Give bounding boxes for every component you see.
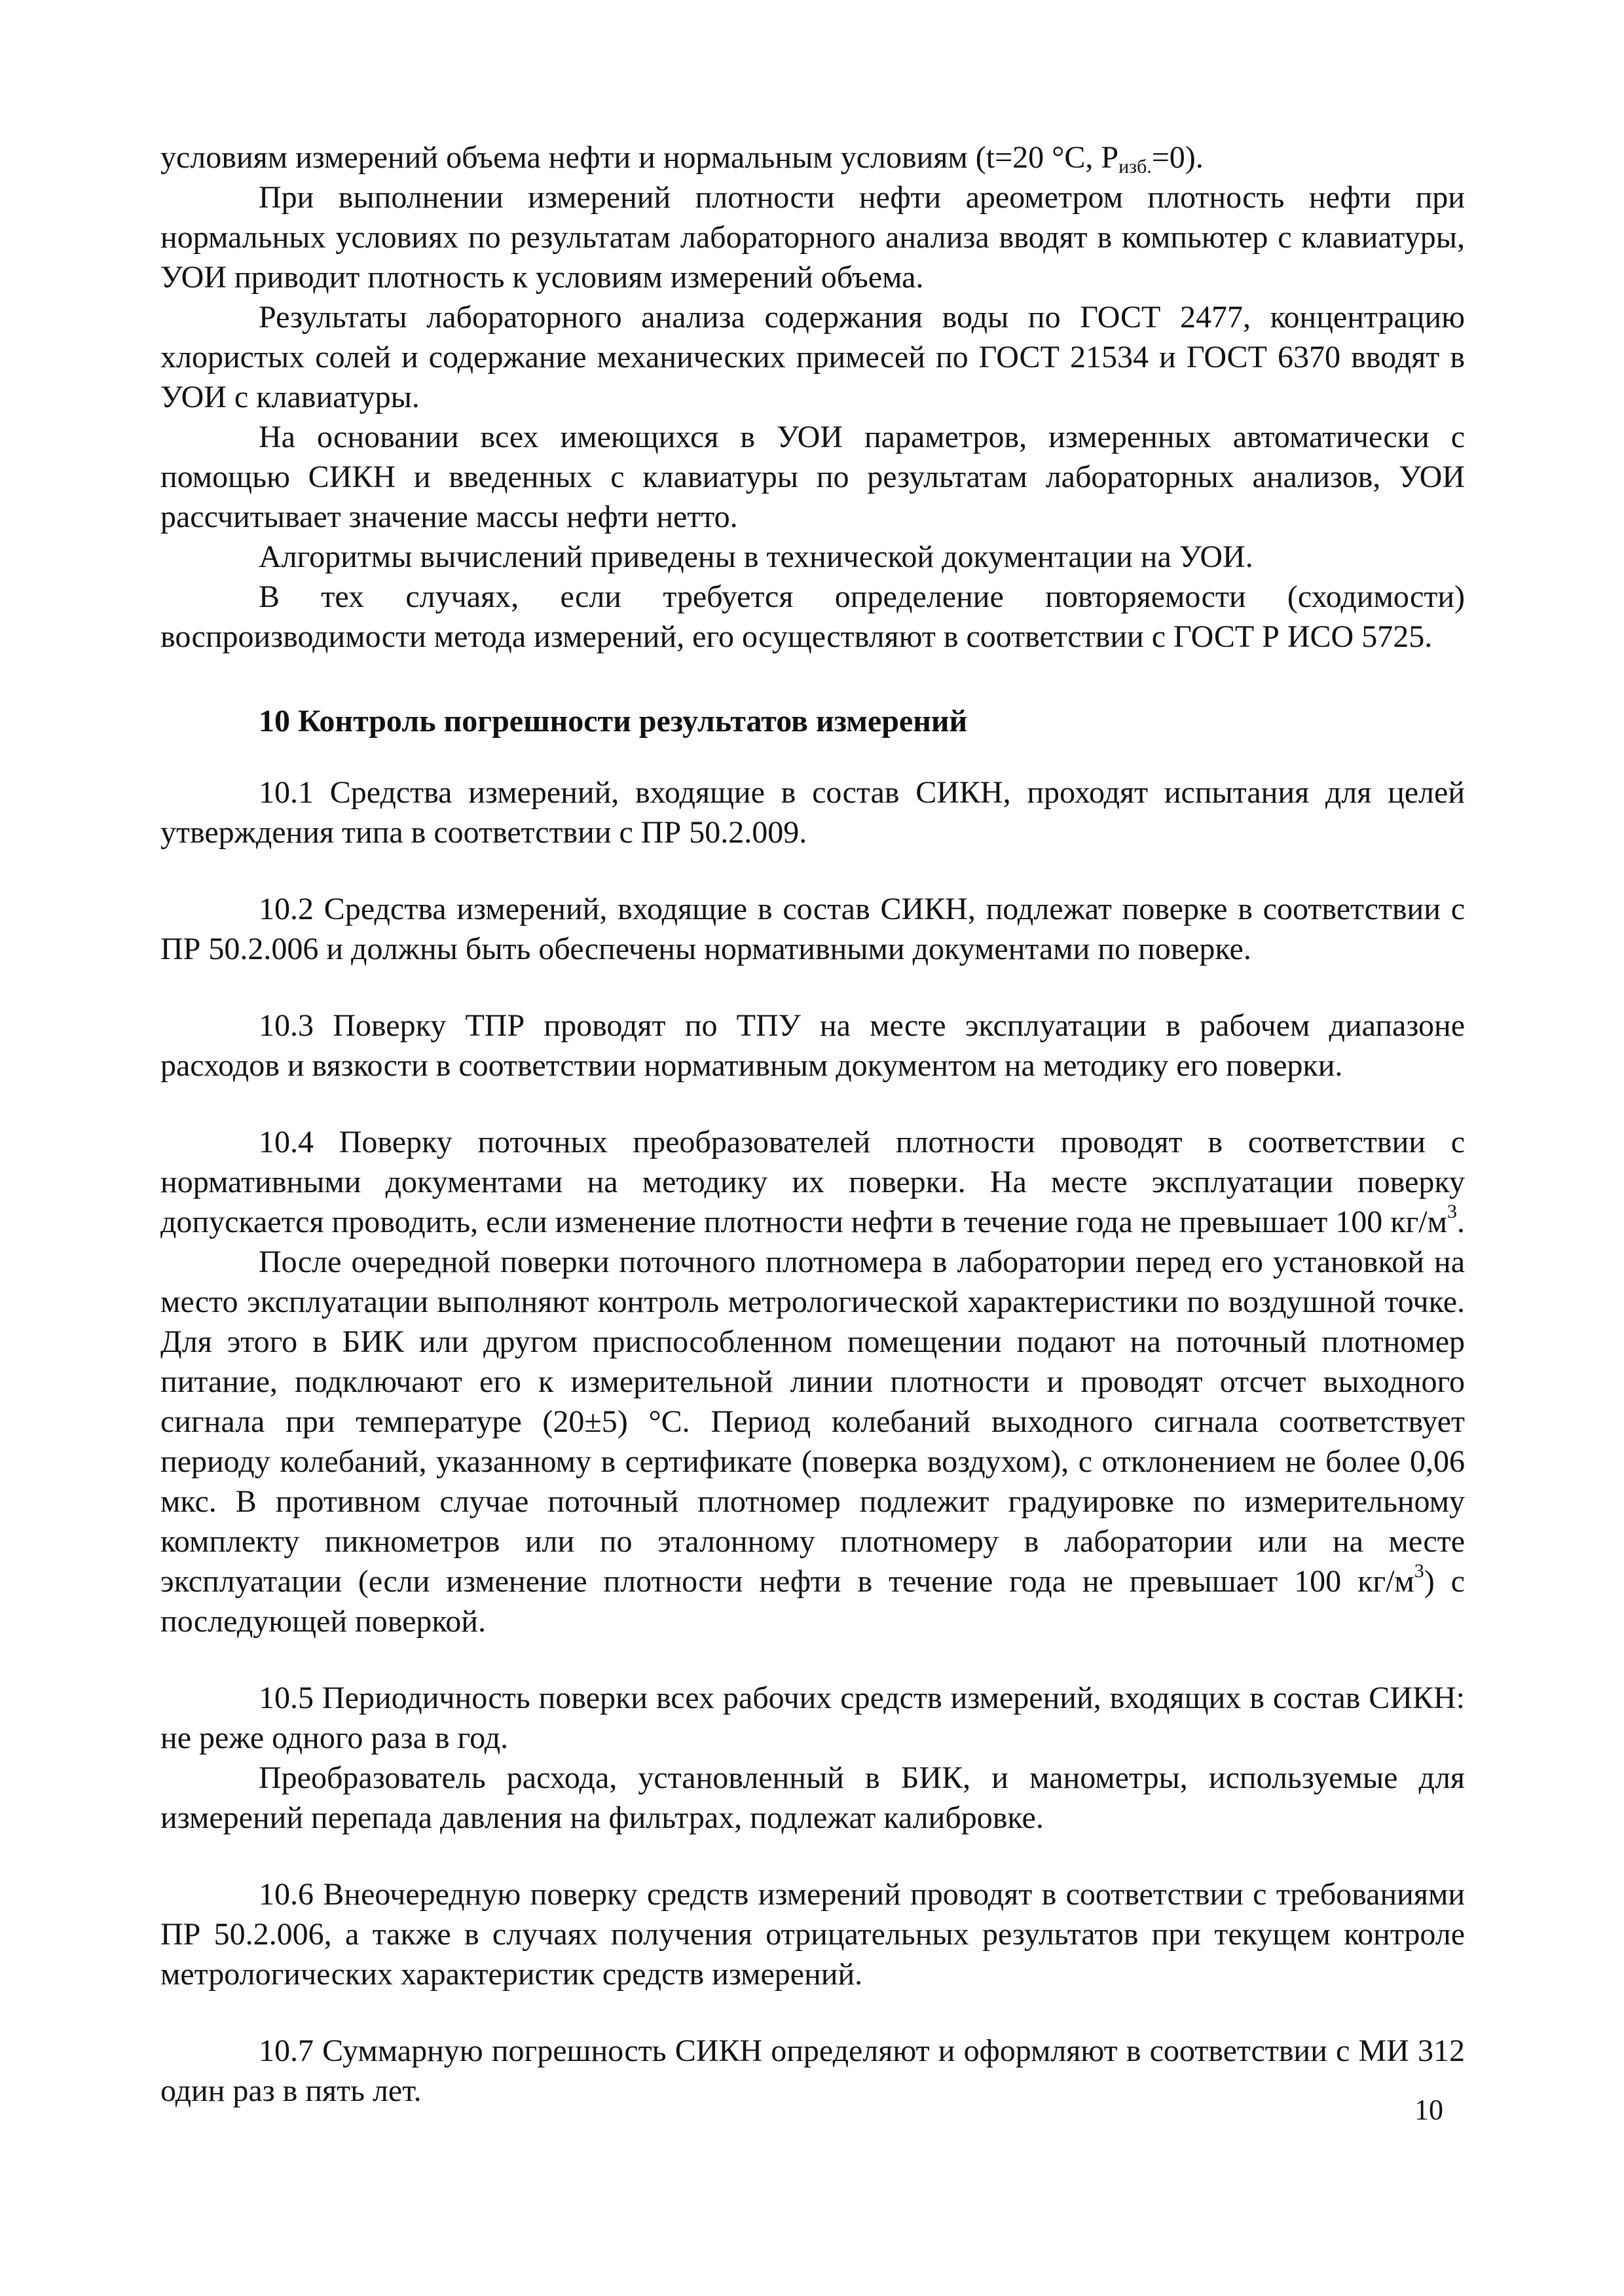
item-10-4-continuation-end: ) с последующей поверкой.	[160, 1564, 1465, 1639]
paragraph-repeatability: В тех случаях, если требуется определение повторяемости (сходимости) воспроизводимости метода измерений, его осуществляют в соответствии с ГОСТ Р ИСО 5725.	[160, 579, 1465, 654]
paragraph-lab-results: Результаты лабораторного анализа содержания воды по ГОСТ 2477, концентрацию хлористых солей и содержание механических примесей по ГОСТ 21534 и ГОСТ 6370 вводят в УОИ с клавиатуры.	[160, 300, 1465, 414]
subscript: изб.	[1118, 156, 1152, 177]
item-10-4-continuation	[160, 1242, 1465, 1641]
superscript: 3	[1447, 1201, 1457, 1222]
paragraph-continuation	[160, 137, 1465, 177]
section-heading: 10 Контроль погрешности результатов измерений	[259, 704, 968, 738]
body-text	[160, 137, 1465, 2111]
item-10-4	[160, 1122, 1465, 1242]
item-10-5-continuation: Преобразователь расхода, установленный в БИК, и манометры, используемые для измерений перепада давления на фильтрах, подлежат калибровке.	[160, 1760, 1465, 1835]
item-10-3: 10.3 Поверку ТПР проводят по ТПУ на месте эксплуатации в рабочем диапазоне расходов и вязкости в соответствии нормативным документом на методику его поверки.	[160, 1008, 1465, 1083]
item-10-4-continuation-text: После очередной поверки поточного плотномера в лаборатории перед его установкой на место эксплуатации выполняют контроль метрологической характеристики по воздушной точке. Для этого в БИК или другом приспособленном помещении подают на поточный плотномер питание, подключают его к измерительной линии плотности и проводят отсчет выходного сигнала при температуре (20±5) °C. Период колебаний выходного сигнала соответствует периоду колебаний, указанному в сертификате (поверка воздухом), с отклонением не более 0,06 мкс. В противном случае поточный плотномер подлежит градуировке по измерительному комплекту пикнометров или по эталонному плотномеру в лаборатории или на месте эксплуатации (если изменение плотности нефти в течение года не превышает 100 кг/м	[160, 1245, 1465, 1599]
paragraph-net-mass: На основании всех имеющихся в УОИ параметров, измеренных автоматически с помощью СИКН и введенных с клавиатуры по результатам лабораторных анализов, УОИ рассчитывает значение массы нефти нетто.	[160, 420, 1465, 534]
page-number: 10	[1414, 2094, 1443, 2126]
superscript: 3	[1414, 1560, 1424, 1582]
item-10-6: 10.6 Внеочередную поверку средств измерений проводят в соответствии с требованиями ПР 50.2.006, а также в случаях получения отрицательных результатов при текущем контроле метрологических характеристик средств измерений.	[160, 1877, 1465, 1992]
paragraph-text-tail: =0).	[1151, 140, 1204, 175]
item-10-2: 10.2 Средства измерений, входящие в состав СИКН, подлежат поверке в соответствии с ПР 50.2.006 и должны быть обеспечены нормативными документами по поверке.	[160, 892, 1465, 966]
item-10-7: 10.7 Суммарную погрешность СИКН определяют и оформляют в соответствии с МИ 312 один раз в пять лет.	[160, 2033, 1465, 2108]
item-10-1: 10.1 Средства измерений, входящие в состав СИКН, проходят испытания для целей утверждения типа в соответствии с ПР 50.2.009.	[160, 775, 1465, 850]
paragraph-algorithms: Алгоритмы вычислений приведены в технической документации на УОИ.	[259, 539, 1253, 574]
item-10-4-text: 10.4 Поверку поточных преобразователей плотности проводят в соответствии с нормативными документами на методику их поверки. На месте эксплуатации поверку допускается проводить, если изменение плотности нефти в течение года не превышает 100 кг/м	[160, 1125, 1465, 1239]
item-10-4-end: .	[1457, 1205, 1465, 1239]
paragraph-text: условиям измерений объема нефти и нормальным условиям (t=20 °C, P	[160, 140, 1119, 175]
item-10-5: 10.5 Периодичность поверки всех рабочих средств измерений, входящих в состав СИКН: не реже одного раза в год.	[160, 1681, 1465, 1755]
paragraph-density-hydrometer: При выполнении измерений плотности нефти ареометром плотность нефти при нормальных условиях по результатам лабораторного анализа вводят в компьютер с клавиатуры, УОИ приводит плотность к условиям измерений объема.	[160, 180, 1465, 295]
